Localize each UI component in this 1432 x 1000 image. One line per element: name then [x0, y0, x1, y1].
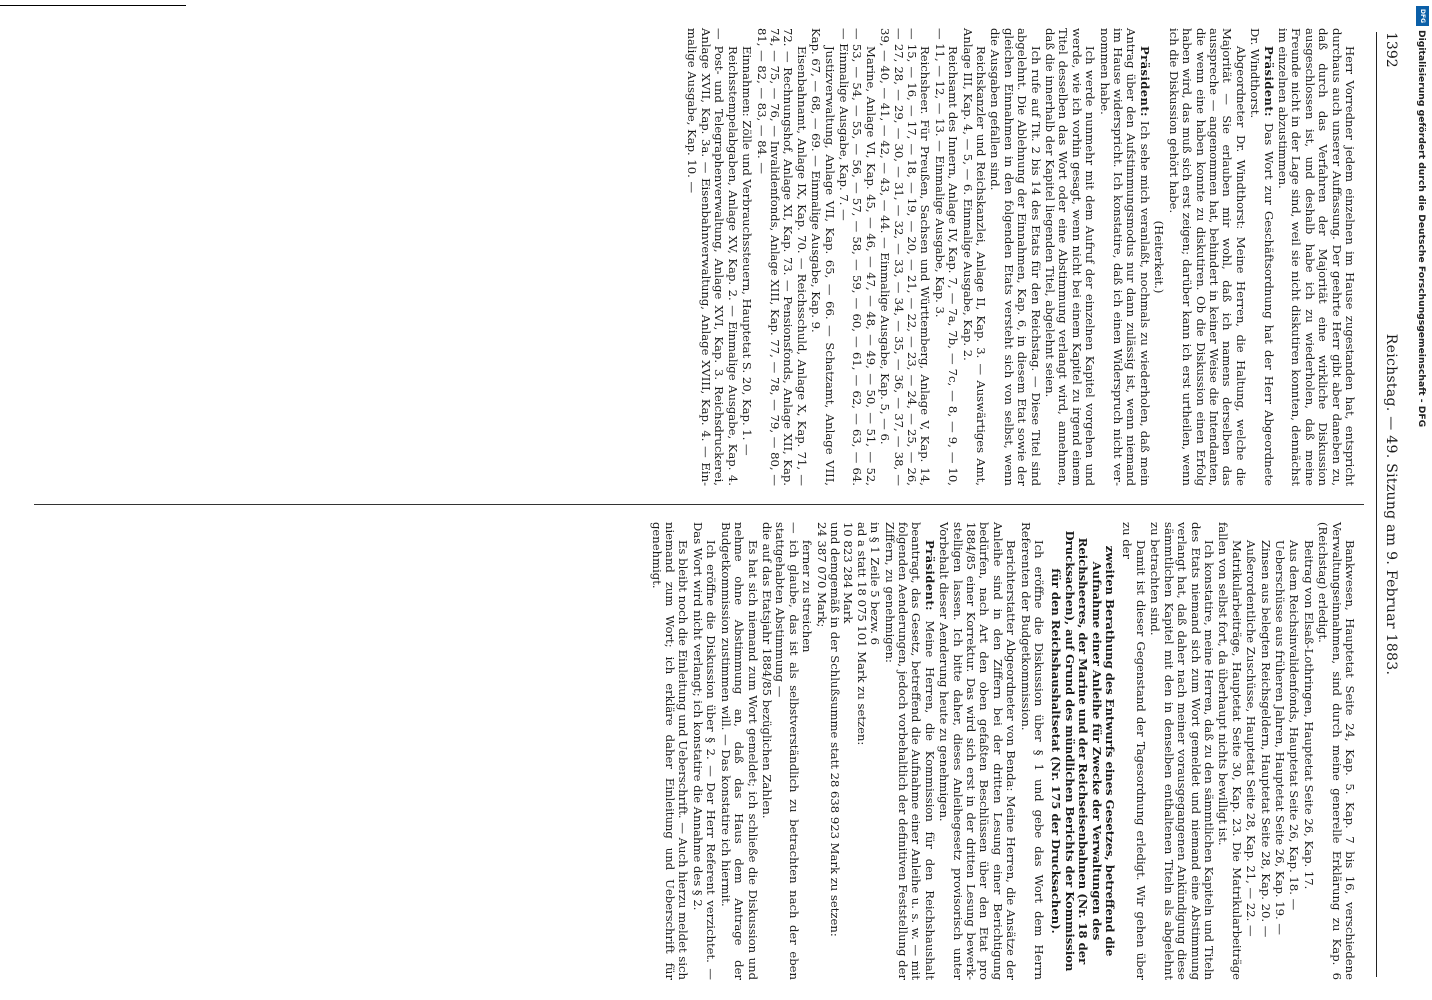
paragraph-text: Einnahmen: Zölle und Verbrauchssteuern, Hauptetat S. 20, Kap. 1. — — [740, 46, 755, 456]
paragraph-text: Matrikularbeiträge, Hauptetat Seite 30, Kap. 23. Die Matrikularbeiträge fallen von selbst fort, da überhaupt nichts bewilligt ist. — [1216, 522, 1244, 980]
paragraph — [1216, 522, 1243, 980]
paragraph-text: Meine Herren, die Kommission für den Reichshaushalt beantragt, das Gesetz, betreffend die Aufnahme einer Anleihe u. s. w. — mit folgenden Aenderungen, jedoch vorbehaltlich der definitiven Feststellung der Ziffern, zu genehmigen: — [882, 522, 937, 980]
paragraph-text: Ich sehe mich veranlaßt, nochmals zu wiederholen, daß mein Antrag über den Aufstimmungsmodus nur dann zulässig ist, wenn niemand im Hause widerspricht. Ich konstatire, daß ich einen Widerspruch nicht vernommen habe. — [1097, 28, 1152, 486]
paragraph-text: (Heiterkeit.) — [1152, 220, 1167, 294]
paragraph-text: Ich eröffne die Diskussion über § 1 und gebe das Wort dem Herrn Referenten der Budgetkommission. — [1018, 522, 1047, 980]
dfg-funding-note: Digitalisierung gefördert durch die Deutsche Forschungsgemeinschaft - DFG — [1416, 30, 1427, 428]
dfg-logo-icon: DFG — [1416, 6, 1429, 26]
paragraph-text: Reichsheer. Für Preußen, Sachsen und Württemberg, Anlage V, Kap. 14, — 15, — 16, — 17, — 18, — 19, — 20, — 21, — 22, — 23, — 24, — 25, — 26, — 27, 28, — 29, — 30, — 31, — 32, — 33, — 34, — 35, — 36, — 37, — 38, — 39, — 40, — 41, — 42, — 43, — 44. — Einmalige Ausgabe, Kap. 5, — 6. — [878, 28, 933, 486]
paragraph-text: Damit ist dieser Gegenstand der Tagesordnung erledigt. Wir gehen über zu der — [1120, 522, 1148, 980]
paragraph-text: Außerordentliche Zuschüsse, Hauptetat Seite 28, Kap. 21, — 22. — — [1244, 540, 1259, 937]
paragraph-text: Marine, Anlage VI, Kap. 45, — 46, — 47, — 48, — 49, — 50, — 51, — 52, — 53, — 54, — 55, — 56, — 57, — 58, — 59, — 60, — 61, — 62, — 63, — 64. — Einmalige Ausgabe, Kap. 7. — — [836, 28, 878, 486]
paragraph-text: Beitrag von Elsaß-Lothringen, Hauptetat Seite 26, Kap. 17. — [1301, 540, 1316, 890]
paragraph — [754, 28, 808, 486]
paragraph — [878, 28, 932, 486]
right-column — [648, 522, 1356, 980]
paragraph — [937, 522, 1017, 980]
paragraph — [1287, 522, 1300, 980]
paragraph — [1258, 522, 1271, 980]
paragraph-text: Reichskanzler und Reichskanzlei, Anlage II, Kap. 3. — Auswärtiges Amt, Anlage III, Kap. 4, — 5, — 6. Einmalige Ausgabe, Kap. 2. — [960, 28, 989, 486]
paragraph — [1316, 522, 1356, 980]
paragraph — [837, 28, 877, 486]
paragraph — [1166, 28, 1246, 486]
dfg-sidebar — [1412, 0, 1432, 1000]
paragraph-text: Bankwesen, Hauptetat Seite 24, Kap. 5. Kap. 7 bis 16, verschiedene Verwaltungseinnahmen, sind durch meine generelle Erklärung zu Kap. 6 (Reichstag) erledigt. — [1316, 522, 1357, 980]
paragraph-text: Abgeordneter Dr. Windthorst: Meine Herren, die Haltung, welche die Majorität — Sie erlauben mir wohl, daß ich namens derselben das ausspreche — angenommen hat, behindert in keiner Weise die Intendanten, die wenn eine haben konnte zu diskutiren. Ob die Diskussion einen Erfolg haben wird, das muß sich erst zeigen; darüber kann ich erst urtheilen, wenn ich die Diskussion gehört habe. — [1166, 28, 1248, 486]
paragraph — [760, 522, 814, 980]
running-title: Reichstag. — 49. Sitzung am 9. Februar 1883. — [1383, 333, 1399, 676]
paragraph — [1018, 522, 1045, 980]
paragraph — [882, 522, 936, 980]
paragraph — [691, 522, 718, 980]
paragraph-text: Es bleibt noch die Einleitung und Ueberschrift. — Auch hierzu meldet sich niemand zum Wort; ich erkläre daher Einleitung und Ueberschrift für genehmigt. — [649, 522, 691, 980]
paragraph — [1148, 522, 1215, 980]
paragraph — [814, 522, 881, 980]
paragraph-text: in § 1 Zeile 5 bezw. 6 ad a statt 18 075 101 Mark zu setzen: 10 823 284 Mark und demgemäß in der Schlußsumme statt 28 638 923 Mark zu setzen: 24 387 070 Mark; — [814, 522, 883, 937]
paragraph-text: Berichterstatter Abgeordneter von Benda: Meine Herren, die Ansätze der Anleihe sind in den Ziffern bei der dritten Lesung einer Berichtigung bedürfen, nach Art den oben gefaßten Beschlüssen über den Etat pro 1884/85 einer Korrektur. Das wird sich erst in der dritten Lesung bewerkstelligen lassen. Ich bitte daher, dieses Anleihegesetz provisorisch unter Vorbehalt dieser Aenderung heute zu genehmigen. — [937, 522, 1019, 980]
paragraph — [988, 28, 1042, 486]
paragraph-text: Ich rufe auf Tit. 2 bis 14 des Etats für den Reichstag. — Diese Titel sind abgelehnt. Die Ablehnung der Einnahmen, Kap. 6, in diesem Etat sowie der gleichen Einnahmen in den folgenden Etats versteht sich von selbst, wenn die Ausgaben gefallen sind. — [988, 28, 1043, 486]
paragraph — [960, 28, 987, 486]
paragraph — [809, 28, 836, 486]
paragraph — [685, 28, 739, 486]
paragraph — [1049, 522, 1116, 980]
page-number: 1392 — [1383, 32, 1399, 68]
paragraph-text: Herr Vorredner jedem einzelnen im Hause zugestanden hat, entspricht durchaus auch unserer Auffassung. Der geehrte Herr gibt aber daneben zu, daß durch das Verfahren der Majorität eine wirkliche Diskussion ausgeschlossen ist, und deshalb habe ich zu wiederholen, daß meine Freunde nicht in der Lage sind, weil sie nicht diskutiren konnten, dennächst im einzelnen abzustimmen. — [1275, 28, 1357, 486]
paragraph-text: Reichsamt des Innern, Anlage IV, Kap. 7, — 7a, 7b, — 7c, — 8, — 9, — 10, — 11, — 12, — 13. — Einmalige Ausgabe, Kap. 3. — [932, 28, 961, 486]
paragraph — [1097, 28, 1151, 486]
paragraph-text: Zinsen aus belegten Reichsgeldern, Hauptetat Seite 28, Kap. 20. — — [1258, 540, 1273, 938]
paragraph — [932, 28, 959, 486]
paragraph — [740, 28, 753, 486]
paragraph-text: Ich eröffne die Diskussion über § 2. — Der Herr Referent verzichtet. — Das Wort wird nicht verlangt; ich konstatire die Annahme des § 2. — [690, 522, 719, 980]
paragraph-text: Eisenbahnamt, Anlage IX, Kap. 70. — Reichsschuld, Anlage X, Kap. 71, — 72. — Rechnungshof, Anlage XI, Kap. 73. — Pensionsfonds, Anlage XII, Kap. 74, — 75, — 76, — Invalidenfonds, Anlage XIII, Kap. 77, — 78, — 79, — 80, — 81, — 82, — 83, — 84. — — [754, 28, 809, 486]
speaker-label: Präsident: — [1261, 46, 1276, 117]
paragraph-text: Aus dem Reichsinvalidenfonds, Hauptetat Seite 26, Kap. 18. — — [1287, 540, 1302, 911]
column-divider — [34, 504, 1364, 505]
left-column — [684, 28, 1356, 486]
paragraph-text: Justizverwaltung, Anlage VII, Kap. 65, — 66. — Schatzamt, Anlage VIII, Kap. 67, — 68, — 69. — Einmalige Ausgabe, Kap. 9. — [809, 28, 837, 486]
paragraph — [1244, 522, 1257, 980]
paragraph — [1152, 28, 1165, 486]
paragraph — [1273, 522, 1286, 980]
paragraph-text: Es hat sich niemand zum Wort gemeldet; ich schließe die Diskussion und nehme ohne Abstimmung an, daß das Haus dem Antrage der Budgetkommission zustimmen will. — Das konstatire ich hiermit. — [718, 522, 760, 980]
paragraph — [1248, 28, 1275, 486]
paragraph-text: ferner zu streichen — ich glaube, das ist als selbstverständlich zu betrachten nach der eben stattgehabten Abstimmung — die auf das Etatsjahr 1884/85 bezüglichen Zahlen. — [759, 522, 815, 980]
paragraph — [718, 522, 758, 980]
paragraph-text: Ueberschüsse aus früheren Jahren, Hauptetat Seite 26, Kap. 19. — — [1272, 540, 1287, 936]
paragraph — [1276, 28, 1356, 486]
page-header — [1376, 32, 1397, 977]
speaker-label: Präsident: — [922, 540, 937, 611]
paragraph-text: Reichsstempelabgaben, Anlage XV, Kap. 2. — Einmalige Ausgabe, Kap. 4. — Post- und Telegraphenverwaltung, Anlage XVI, Kap. 3. Reichsdruckerei, Anlage XVII, Kap. 3a. — Eisenbahnverwaltung, Anlage XVIII, Kap. 4. — Einmalige Ausgabe, Kap. 10. — — [685, 28, 740, 486]
paragraph — [1043, 28, 1097, 486]
paragraph — [1120, 522, 1147, 980]
paragraph — [1301, 522, 1314, 980]
paragraph-text: Ich konstatire, meine Herren, daß zu den sämmtlichen Kapiteln und Titeln des Etats niemand sich zum Wort gemeldet und niemand eine Abstimmung verlangt hat, daß daher nach meiner vorausgegangenen Ankündigung diese sämmtlichen Kapitel mit den in denselben enthaltenen Titeln als abgelehnt zu betrachten sind. — [1148, 522, 1216, 980]
paragraph-text: Das Wort zur Geschäftsordnung hat der Herr Abgeordnete Dr. Windthorst. — [1248, 28, 1276, 487]
speaker-label: Präsident: — [1137, 46, 1152, 117]
paragraph-text: zweiten Berathung des Entwurfs eines Gesetzes, betreffend die Aufnahme einer Anleihe für Zwecke der Verwaltungen des Reichsheeres, der Marine und der Reichseisenbahnen (Nr. 18 der Drucksachen), auf Grund des mündlichen Berichts der Kommission für den Reichshaushaltsetat (Nr. 175 der Drucksachen). — [1049, 530, 1118, 972]
paragraph-text: Ich werde nunmehr mit dem Aufruf der einzelnen Kapitel vorgehen und werde, wie ich vorhin gesagt, wenn nicht bei einem Kapitel zu irgend einem Titel desselben das Wort oder eine Abstimmung verlangt wird, annehmen, daß die innerhalb der Kapitel liegenden Titel, abgelehnt seien. — [1043, 28, 1098, 486]
paragraph — [649, 522, 689, 980]
